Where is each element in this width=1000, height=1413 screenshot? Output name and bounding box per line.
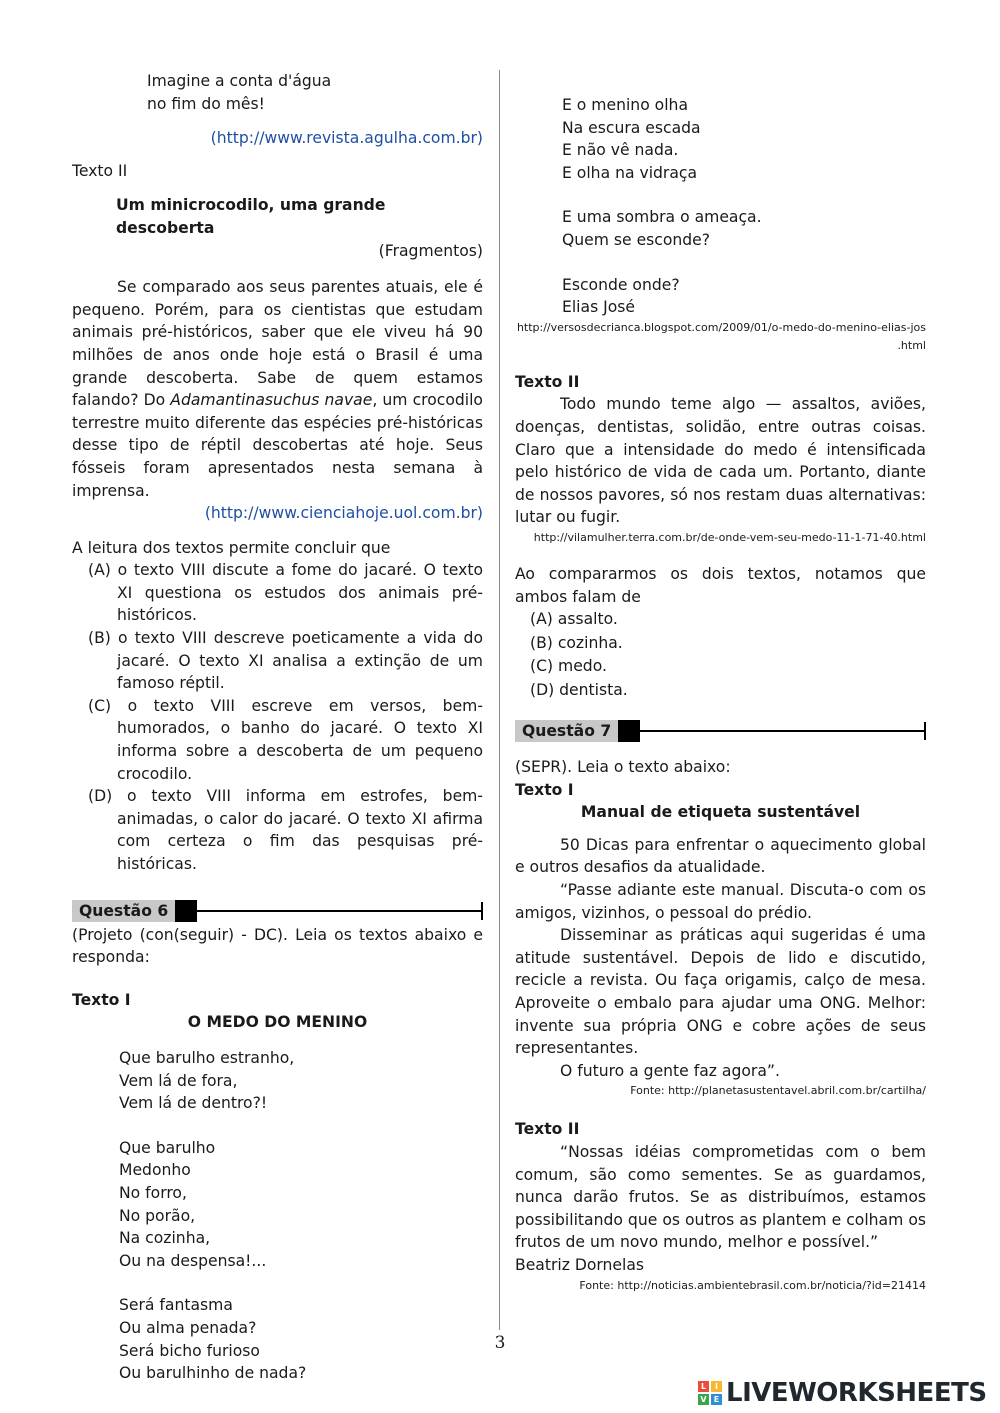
poem-stanza-6 bbox=[515, 274, 926, 319]
texto2-paragraph bbox=[72, 276, 483, 502]
right-column bbox=[515, 94, 926, 1295]
verse-line: Ou alma penada? bbox=[119, 1318, 257, 1337]
verse-line: E não vê nada. bbox=[562, 141, 679, 160]
verse-line: Esconde onde? bbox=[562, 275, 680, 294]
option-b[interactable]: (B) cozinha. bbox=[530, 633, 623, 652]
option-letter: (B) bbox=[88, 629, 111, 648]
verse-line: E olha na vidraça bbox=[562, 163, 698, 182]
verse-line: Ou na despensa!... bbox=[119, 1251, 267, 1270]
question-7-label: Questão 7 bbox=[515, 720, 618, 742]
q7-author: Beatriz Dornelas bbox=[515, 1255, 645, 1274]
verse-line: Ou barulhinho de nada? bbox=[119, 1364, 307, 1383]
option-letter: (D) bbox=[88, 787, 113, 806]
question-6-options bbox=[515, 608, 926, 702]
q7-texto1-label: Texto I bbox=[515, 780, 574, 799]
question-stem: A leitura dos textos permite concluir que bbox=[72, 538, 391, 557]
texto2-label: Texto II bbox=[515, 372, 580, 391]
logo-tile: L bbox=[698, 1381, 709, 1392]
verse-line: Vem lá de dentro?! bbox=[119, 1094, 268, 1113]
verse-line: Será bicho furioso bbox=[119, 1341, 260, 1360]
column-divider bbox=[499, 70, 500, 1330]
header-rule-end bbox=[924, 722, 926, 740]
poem-stanza-4 bbox=[515, 94, 926, 184]
option-letter: (A) bbox=[88, 561, 111, 580]
q7-texto2-paragraph: “Nossas idéias comprometidas com o bem comum, são como sementes. Se as guardamos, nunca darão frutos. Se as distribuímos, estamos possibilitando que os outros as plantem e colham os frutos de um novo mundo, melhor e possível.” bbox=[515, 1143, 926, 1252]
q7-paragraph-3: Disseminar as práticas aqui sugeridas é uma atitude sustentável. Depois de lido e discutido, recicle a revista. Ou faça origamis, calço de mesa. Aproveite o embalo para ajudar uma ONG. Melhor: invente sua própria ONG e cobre ações de seus representantes. bbox=[515, 926, 926, 1058]
question-6-label: Questão 6 bbox=[72, 900, 175, 922]
header-block bbox=[618, 720, 640, 742]
texto2-title: Um minicrocodilo, uma grande descoberta bbox=[116, 196, 386, 237]
logo-tile: V bbox=[698, 1394, 709, 1405]
q7-texto2-label: Texto II bbox=[515, 1120, 580, 1139]
question-7-header bbox=[515, 720, 926, 742]
option-letter: (C) bbox=[88, 696, 112, 715]
option-text: o texto VIII escreve em versos, bem-humorados, o banho do jacaré. O texto XI informa sobre a descoberta de um pequeno crocodilo. bbox=[117, 696, 483, 783]
q7-title: Manual de etiqueta sustentável bbox=[580, 803, 861, 822]
species-name: Adamantinasuchus navae bbox=[170, 391, 373, 410]
verse-line: No porão, bbox=[119, 1206, 196, 1225]
verse-line: Que barulho bbox=[119, 1138, 216, 1157]
poem-stanza-1 bbox=[72, 1047, 483, 1115]
verse-line: Medonho bbox=[119, 1161, 191, 1180]
verse-line: no fim do mês! bbox=[147, 94, 265, 113]
verse-line: Na escura escada bbox=[562, 118, 701, 137]
q7-source-1[interactable]: Fonte: http://planetasustentavel.abril.com.br/cartilha/ bbox=[630, 1084, 926, 1098]
verse-line: E o menino olha bbox=[562, 96, 688, 114]
logo-tile: E bbox=[711, 1394, 722, 1405]
texto2-source-link[interactable]: http://vilamulher.terra.com.br/de-onde-vem-seu-medo-11-1-71-40.html bbox=[533, 530, 926, 544]
verse-line: Será fantasma bbox=[119, 1296, 233, 1315]
option-c[interactable] bbox=[72, 695, 483, 785]
option-d[interactable]: (D) dentista. bbox=[530, 680, 628, 699]
header-rule bbox=[197, 910, 481, 912]
options-list bbox=[72, 559, 483, 875]
texto2-text-start: Se comparado aos seus parentes atuais, ele é pequeno. Porém, para os cientistas que estudam animais pré-históricos, saber que ele viveu há 90 milhões de anos onde hoje está o Brasil é uma grande descoberta. Sabe de quem estamos falando? Do bbox=[72, 278, 483, 410]
question-6-header bbox=[72, 900, 483, 922]
logo-text: LIVEWORKSHEETS bbox=[726, 1378, 987, 1408]
logo-tile: I bbox=[711, 1381, 722, 1392]
poem-author: Elias José bbox=[562, 298, 636, 317]
texto2-subtitle: (Fragmentos) bbox=[378, 241, 483, 260]
header-block bbox=[175, 900, 197, 922]
poem-stanza-2 bbox=[72, 1137, 483, 1273]
verse-line: E uma sombra o ameaça. bbox=[562, 208, 762, 227]
option-c[interactable]: (C) medo. bbox=[530, 657, 607, 676]
q7-paragraph-4: O futuro a gente faz agora”. bbox=[560, 1061, 780, 1080]
question-7-intro: (SEPR). Leia o texto abaixo: bbox=[515, 758, 731, 777]
texto2-text-end: , um crocodilo terrestre muito diferente das espécies pré-históricas desse tipo de réptil descobertas até hoje. Seus fósseis foram apresentados nesta semana à imprensa. bbox=[72, 391, 483, 500]
texto2-label: Texto II bbox=[72, 161, 128, 180]
texto2-source-link[interactable]: (http://www.cienciahoje.uol.com.br) bbox=[204, 504, 483, 523]
poem-title: O MEDO DO MENINO bbox=[187, 1013, 368, 1032]
texto1-label: Texto I bbox=[72, 990, 131, 1009]
verse-line: No forro, bbox=[119, 1183, 187, 1202]
page-number: 3 bbox=[494, 1333, 506, 1353]
poem-source-link[interactable]: http://versosdecrianca.blogspot.com/2009/01/o-medo-do-menino-elias-jos .html bbox=[516, 320, 926, 352]
intro-verse bbox=[72, 70, 483, 115]
option-d[interactable] bbox=[72, 785, 483, 875]
option-a[interactable] bbox=[72, 559, 483, 627]
question-6-intro: (Projeto (con(seguir) - DC). Leia os textos abaixo e responda: bbox=[72, 925, 483, 967]
q7-paragraph-2: “Passe adiante este manual. Discuta-o com os amigos, vizinhos, o pessoal do prédio. bbox=[515, 881, 926, 922]
verse-line: Imagine a conta d'água bbox=[147, 72, 332, 90]
header-rule-end bbox=[481, 902, 483, 920]
option-text: o texto VIII descreve poeticamente a vida do jacaré. O texto XI analisa a extinção de um famoso réptil. bbox=[117, 629, 483, 693]
left-column bbox=[72, 70, 483, 1385]
question-6-stem: Ao compararmos os dois textos, notamos que ambos falam de bbox=[515, 564, 926, 606]
option-a[interactable]: (A) assalto. bbox=[530, 610, 618, 629]
logo-icon bbox=[698, 1381, 722, 1405]
verse-line: Que barulho estranho, bbox=[119, 1048, 295, 1067]
liveworksheets-logo[interactable] bbox=[698, 1378, 987, 1408]
header-rule bbox=[640, 730, 924, 732]
option-text: o texto VIII discute a fome do jacaré. O texto XI questiona os estudos dos animais pré-históricos. bbox=[117, 561, 483, 625]
verse-line: Na cozinha, bbox=[119, 1229, 211, 1248]
option-text: o texto VIII informa em estrofes, bem-animadas, o calor do jacaré. O texto XI afirma com certeza o fim das pesquisas pré-históricas. bbox=[117, 787, 483, 873]
verse-line: Vem lá de fora, bbox=[119, 1071, 238, 1090]
q7-source-2[interactable]: Fonte: http://noticias.ambientebrasil.com.br/noticia/?id=21414 bbox=[579, 1278, 926, 1292]
texto2-paragraph: Todo mundo teme algo — assaltos, aviões, doenças, dentistas, solidão, entre outras coisas. Claro que a intensidade do medo é intensificada pelo histórico de vida de cada um. Portanto, diante de nossos pavores, só nos restam duas alternativas: lutar ou fugir. bbox=[515, 395, 926, 527]
intro-source-link[interactable]: (http://www.revista.agulha.com.br) bbox=[210, 129, 483, 148]
q7-paragraph-1: 50 Dicas para enfrentar o aquecimento global e outros desafios da atualidade. bbox=[515, 835, 926, 877]
verse-line: Quem se esconde? bbox=[562, 230, 711, 249]
option-b[interactable] bbox=[72, 627, 483, 695]
poem-stanza-5 bbox=[515, 206, 926, 251]
